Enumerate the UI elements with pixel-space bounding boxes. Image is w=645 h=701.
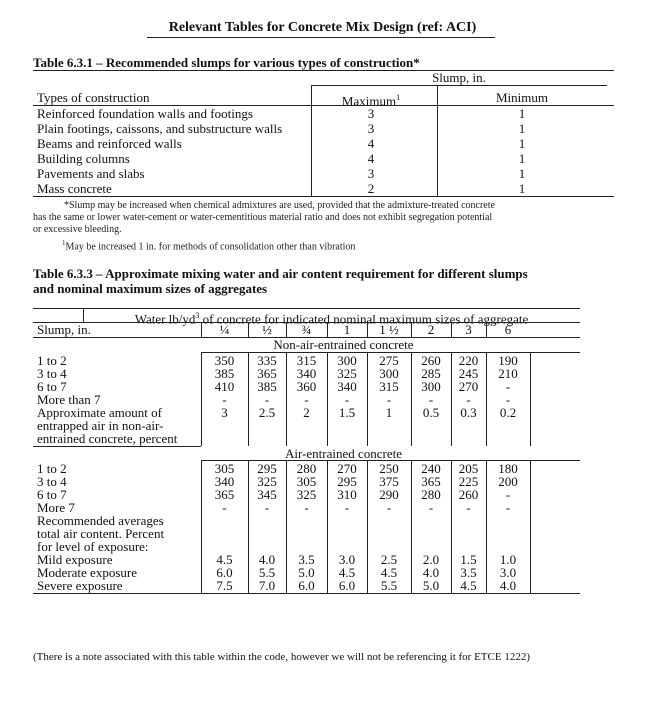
value-cell: 325 <box>257 474 277 489</box>
table2-col-line <box>411 460 412 593</box>
value-cell: 1 <box>343 322 351 337</box>
table2-col-line <box>327 352 328 446</box>
value-cell: 365 <box>257 366 277 381</box>
value-cell: 295 <box>257 461 277 476</box>
table2-col-line <box>367 352 368 446</box>
construction-type: Plain footings, caissons, and substructure walls <box>37 121 283 136</box>
value-cell: 2 <box>303 405 310 420</box>
value-cell: - <box>505 500 511 515</box>
title-underline <box>147 37 495 38</box>
table2-size-line <box>286 322 287 337</box>
value-cell: 385 <box>257 379 277 394</box>
min-slump: 1 <box>518 106 526 121</box>
table2-col-line <box>367 460 368 593</box>
table2-col-line <box>530 460 531 593</box>
value-cell: 245 <box>458 366 479 381</box>
min-slump: 1 <box>518 151 526 166</box>
table2-col-line <box>411 352 412 446</box>
row-label: total air content. Percent <box>37 526 165 541</box>
value-cell: 340 <box>296 366 317 381</box>
value-cell: - <box>428 500 434 515</box>
value-cell: 6 <box>504 322 512 337</box>
value-cell: 4.0 <box>499 578 517 593</box>
value-cell: 3 <box>221 405 228 420</box>
row-label: More 7 <box>37 500 75 515</box>
value-cell: 210 <box>498 366 518 381</box>
table2-col-line <box>530 352 531 446</box>
value-cell: 1.5 <box>460 552 477 567</box>
value-cell: 6.0 <box>298 578 315 593</box>
construction-type: Building columns <box>37 151 130 166</box>
table1-header-row <box>33 90 614 109</box>
value-cell: 300 <box>421 379 441 394</box>
value-cell: - <box>505 392 511 407</box>
max-slump: 3 <box>367 166 375 181</box>
value-cell: 4.0 <box>258 552 276 567</box>
value-cell: - <box>386 392 392 407</box>
construction-type: Pavements and slabs <box>37 166 145 181</box>
value-cell: - <box>344 500 350 515</box>
value-cell: 200 <box>498 474 518 489</box>
value-cell: 2.5 <box>380 552 398 567</box>
table2-footnote: (There is a note associated with this table within the code, however we will not be referencing it for ETCE 1222) <box>33 651 530 663</box>
table2-size-line <box>411 322 412 337</box>
value-cell: 250 <box>379 461 399 476</box>
table2-caption-line1: Table 6.3.3 – Approximate mixing water and air content requirement for different slumps <box>33 266 528 281</box>
table1-row <box>33 151 614 166</box>
value-cell: 310 <box>337 487 357 502</box>
table2-slump-line <box>83 308 84 323</box>
row-label: entrapped air in non-air- <box>37 418 164 433</box>
value-cell: 305 <box>214 461 235 476</box>
table1-caption: Table 6.3.1 – Recommended slumps for various types of construction* <box>33 55 420 70</box>
row-label: Moderate exposure <box>37 565 137 580</box>
row-label: Approximate amount of <box>37 405 162 420</box>
row-label: 1 to 2 <box>37 461 67 476</box>
value-cell: - <box>386 500 392 515</box>
max-slump: 2 <box>367 181 375 196</box>
table2-col-line <box>327 460 328 593</box>
value-cell: 3.0 <box>338 552 356 567</box>
value-cell: - <box>344 392 350 407</box>
value-cell: 345 <box>257 487 277 502</box>
value-cell: ½ <box>262 322 272 337</box>
value-cell: 6.0 <box>338 578 356 593</box>
value-cell: 260 <box>421 353 441 368</box>
value-cell: - <box>428 392 434 407</box>
value-cell: 240 <box>421 461 441 476</box>
table2-water-header: Water $lb/yd^3$ of concrete for indicated nominal maximum sizes of aggregate <box>134 311 529 327</box>
table1-note-3: or excessive bleeding. <box>33 224 122 235</box>
value-cell: 2.5 <box>258 405 276 420</box>
value-cell: - <box>264 500 270 515</box>
table2-caption-line2: and nominal maximum sizes of aggregates <box>33 281 268 296</box>
min-slump: 1 <box>518 181 526 196</box>
table2-air-title: Air-entrained concrete <box>284 446 403 461</box>
value-cell: - <box>304 392 309 407</box>
table1-row <box>33 136 614 151</box>
value-cell: 2 <box>427 322 435 337</box>
table1-note-2: has the same or lower water-cement or water-cementitious material ratio and does not exhibit segregation potential <box>33 212 493 223</box>
value-cell: 7.5 <box>216 578 233 593</box>
min-slump: 1 <box>518 121 526 136</box>
value-cell: 360 <box>296 379 317 394</box>
table2-col-line <box>486 352 487 446</box>
value-cell: 260 <box>458 487 479 502</box>
value-cell: 3.0 <box>499 565 517 580</box>
value-cell: 1 ½ <box>379 322 399 337</box>
value-cell: - <box>222 392 227 407</box>
table1-slump-header: Slump, in. <box>432 70 486 85</box>
table2-col-line <box>201 460 202 593</box>
value-cell: 2.0 <box>422 552 440 567</box>
table1-col-max: Maximum$^1$ <box>341 93 401 109</box>
value-cell: 410 <box>214 379 235 394</box>
value-cell: 385 <box>214 366 235 381</box>
construction-type: Beams and reinforced walls <box>37 136 182 151</box>
value-cell: 335 <box>257 353 277 368</box>
value-cell: 6.0 <box>216 565 233 580</box>
max-slump: 4 <box>367 136 375 151</box>
max-slump: 3 <box>367 106 375 121</box>
value-cell: 315 <box>379 379 399 394</box>
table2-size-line <box>367 322 368 337</box>
table2-col-line <box>248 352 249 446</box>
table2-col-line <box>286 460 287 593</box>
value-cell: 4.0 <box>422 565 440 580</box>
value-cell: 5.0 <box>298 565 315 580</box>
page-title: Relevant Tables for Concrete Mix Design (ref: ACI) <box>168 20 477 35</box>
table1-note-4: $^1$May be increased 1 in. for methods of consolidation other than vibration <box>62 239 356 253</box>
table2-size-line <box>201 322 202 337</box>
value-cell: 315 <box>296 353 317 368</box>
value-cell: 280 <box>296 461 317 476</box>
table1-col-min: Minimum <box>495 90 548 105</box>
table2-size-line <box>451 322 452 337</box>
table2-air-rule <box>201 460 580 461</box>
value-cell: 270 <box>458 379 479 394</box>
row-label: Severe exposure <box>37 578 123 593</box>
table2-bottom-rule <box>33 593 580 594</box>
table2-size-line <box>248 322 249 337</box>
value-cell: 365 <box>214 487 235 502</box>
value-cell: 190 <box>498 353 518 368</box>
value-cell: 205 <box>458 461 479 476</box>
value-cell: 270 <box>337 461 357 476</box>
table2-col-line <box>201 352 202 446</box>
value-cell: 290 <box>379 487 399 502</box>
value-cell: 1 <box>385 405 393 420</box>
table2-col-line <box>451 460 452 593</box>
table2-section-rule <box>33 446 201 447</box>
table2-slump-label: Slump, in. <box>37 322 91 337</box>
value-cell: 300 <box>379 366 399 381</box>
value-cell: 350 <box>214 353 235 368</box>
value-cell: 300 <box>337 353 357 368</box>
value-cell: - <box>505 379 511 394</box>
row-label: More than 7 <box>37 392 101 407</box>
table2-col-line <box>486 460 487 593</box>
row-label: 3 to 4 <box>37 474 67 489</box>
value-cell: 325 <box>296 487 317 502</box>
value-cell: 275 <box>379 353 399 368</box>
min-slump: 1 <box>518 136 526 151</box>
row-label: 1 to 2 <box>37 353 67 368</box>
value-cell: 180 <box>498 461 518 476</box>
table2-col-line <box>286 352 287 446</box>
value-cell: 365 <box>421 474 441 489</box>
value-cell: - <box>505 487 511 502</box>
entrapped-air-row-cont <box>33 432 580 445</box>
value-cell: 295 <box>337 474 357 489</box>
value-cell: 285 <box>421 366 441 381</box>
value-cell: 3 <box>465 322 472 337</box>
value-cell: 4.5 <box>380 565 398 580</box>
value-cell: 1.5 <box>338 405 356 420</box>
value-cell: 340 <box>214 474 235 489</box>
value-cell: 225 <box>458 474 479 489</box>
value-cell: ¾ <box>301 322 312 337</box>
exposure-row <box>33 579 580 592</box>
table1-sub-rule <box>311 85 607 86</box>
table2-non-air-title: Non-air-entrained concrete <box>273 337 414 352</box>
row-label: for level of exposure: <box>37 539 149 554</box>
value-cell: 1.0 <box>499 552 517 567</box>
min-slump: 1 <box>518 166 526 181</box>
row-label: Mild exposure <box>37 552 113 567</box>
value-cell: 340 <box>337 379 357 394</box>
value-cell: 7.0 <box>258 578 276 593</box>
value-cell: 280 <box>421 487 441 502</box>
row-label: 3 to 4 <box>37 366 67 381</box>
value-cell: ¼ <box>219 322 230 337</box>
value-cell: - <box>466 500 471 515</box>
value-cell: 4.5 <box>460 578 477 593</box>
table1-row <box>33 106 614 121</box>
value-cell: - <box>304 500 309 515</box>
row-label: entrained concrete, percent <box>37 431 178 446</box>
value-cell: 3.5 <box>298 552 315 567</box>
table1-note-1: *Slump may be increased when chemical admixtures are used, provided that the admixture-treated concrete <box>64 200 495 211</box>
value-cell: 4.5 <box>338 565 356 580</box>
value-cell: 5.5 <box>380 578 398 593</box>
table1-row <box>33 181 614 196</box>
value-cell: 3.5 <box>460 565 477 580</box>
table2-size-line <box>327 322 328 337</box>
value-cell: 4.5 <box>216 552 233 567</box>
value-cell: - <box>466 392 471 407</box>
value-cell: 0.5 <box>422 405 440 420</box>
table2-size-row <box>33 323 580 336</box>
row-label: 6 to 7 <box>37 487 67 502</box>
table1-col-types: Types of construction <box>37 90 150 105</box>
row-label: 6 to 7 <box>37 379 67 394</box>
table2-col-line <box>248 460 249 593</box>
value-cell: - <box>264 392 270 407</box>
construction-type: Reinforced foundation walls and footings <box>37 106 253 121</box>
value-cell: 220 <box>458 353 479 368</box>
construction-type: Mass concrete <box>37 181 112 196</box>
value-cell: 0.2 <box>499 405 517 420</box>
value-cell: - <box>222 500 227 515</box>
table1-row <box>33 121 614 136</box>
table2-size-line <box>486 322 487 337</box>
value-cell: 0.3 <box>460 405 477 420</box>
row-label: Recommended averages <box>37 513 164 528</box>
value-cell: 5.0 <box>422 578 440 593</box>
value-cell: 325 <box>337 366 357 381</box>
value-cell: 5.5 <box>258 565 276 580</box>
max-slump: 4 <box>367 151 375 166</box>
value-cell: 305 <box>296 474 317 489</box>
table2-col-line <box>451 352 452 446</box>
value-cell: 375 <box>379 474 399 489</box>
table1-bottom-rule <box>33 196 614 197</box>
max-slump: 3 <box>367 121 375 136</box>
table1-row <box>33 166 614 181</box>
